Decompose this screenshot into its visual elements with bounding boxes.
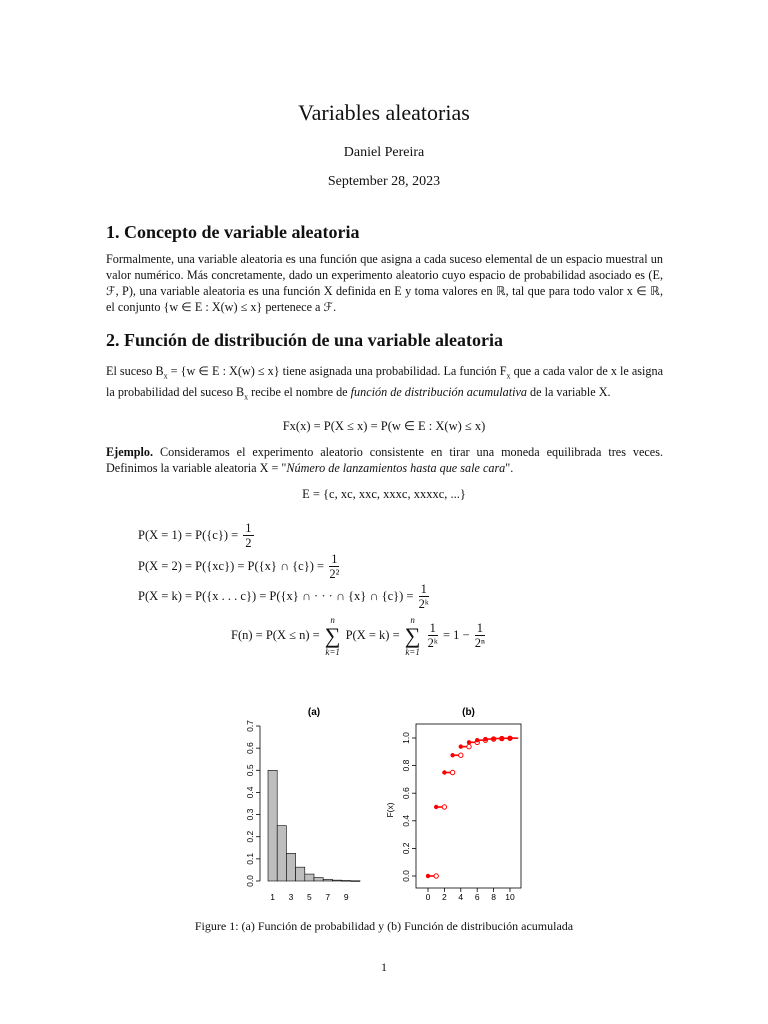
document-date: September 28, 2023	[327, 174, 441, 189]
chart-b-x-tick-label: 8	[491, 892, 496, 902]
chart-a-y-tick-label: 0.5	[245, 764, 255, 777]
document-title: Variables aleatorias	[298, 100, 470, 125]
chart-b-title: (b)	[462, 707, 475, 718]
equation-cdf: F(n) = P(X ≤ n) = n ∑ k=1 P(X = k) = n ∑ k=1 $\frac{1}{\text{2ᵏ}}$ = 1 − $\frac{1}{\text{2ⁿ}}$	[231, 615, 485, 657]
chart-a-x-tick-label: 9	[343, 892, 349, 902]
bar	[351, 881, 360, 882]
chart-b-y-tick-label: 0.0	[401, 870, 411, 882]
bar	[277, 826, 286, 881]
bar	[268, 770, 277, 881]
bar	[286, 853, 295, 881]
step-open-point	[459, 753, 463, 757]
chart-b-x-tick-label: 6	[474, 892, 480, 902]
chart-a-y-tick-label: 0.3	[245, 808, 255, 821]
chart-a-x-tick-label: 3	[288, 892, 294, 902]
equation-p1: P(X = 1) = P({c}) = $\frac{1}{2}$	[138, 521, 252, 550]
bar	[296, 867, 305, 881]
section-1-heading: 1. Concepto de variable aleatoria	[106, 222, 360, 242]
chart-a-x-tick-label: 7	[325, 892, 331, 902]
step-closed-point	[467, 740, 471, 744]
chart-a-y-tick-label: 0.0	[245, 875, 255, 887]
chart-b-y-tick-label: 0.6	[401, 787, 411, 800]
distribution-equation: Fx(x) = P(X ≤ x) = P(w ∈ E : X(w) ≤ x)	[282, 419, 486, 433]
step-closed-point	[450, 753, 454, 757]
chart-a-y-tick-label: 0.6	[245, 742, 255, 755]
section-2-heading: 2. Función de distribución de una variable aleatoria	[106, 330, 504, 350]
document-author: Daniel Pereira	[343, 145, 425, 160]
chart-a-x-tick-label: 5	[307, 892, 312, 902]
chart-a-y-tick-label: 0.4	[245, 786, 255, 799]
step-closed-point	[483, 737, 487, 741]
figure-caption: Figure 1: (a) Función de probabilidad y (b) Función de distribución acumulada	[194, 919, 574, 933]
bar	[323, 879, 332, 881]
chart-b-x-tick-label: 0	[425, 892, 431, 902]
chart-b-y-tick-label: 1.0	[401, 732, 411, 744]
chart-a	[245, 707, 360, 902]
section-2-paragraph: El suceso $B_x = \{w$ ∈ E : X(w) ≤ x} tiene asignada una probabilidad. La función $F_x$ que a cada valor de x le asigna la probabilidad del suceso $B_x$ recibe el nombre de función de distribución acumulativa de la variable X.	[106, 364, 664, 402]
chart-b-x-tick-label: 10	[505, 892, 515, 902]
step-open-point	[434, 874, 438, 878]
step-closed-point	[508, 736, 512, 740]
step-open-point	[442, 805, 446, 809]
chart-a-title: (a)	[307, 707, 321, 718]
section-1-paragraph: Formalmente, una variable aleatoria es una función que asigna a cada suceso elemental de un espacio muestral un valor numérico. Más concretamente, dado un experimento aleatorio cuyo espacio de probabilidad asociado es (E, ℱ, P), una variable aleatoria es una función X definida en E y toma valores en ℝ, tal que para todo valor x ∈ ℝ, el conjunto {w ∈ E : X(w) ≤ x} pertenece a ℱ.	[106, 252, 663, 314]
chart-b-x-tick-label: 4	[458, 892, 464, 902]
equation-pk: P(X = k) = P({x . . . c}) = P({x} ∩ · · · ∩ {x} ∩ {c}) = $\frac{1}{\text{2ᵏ}}$	[138, 582, 429, 611]
chart-b	[385, 707, 521, 902]
step-open-point	[450, 770, 454, 774]
page-number: 1	[381, 960, 387, 974]
chart-b-y-tick-label: 0.2	[401, 842, 411, 855]
figure-1	[192, 696, 552, 906]
equation-p2: P(X = 2) = P({xc}) = P({x} ∩ {c}) = $\frac{1}{\text{2²}}$	[138, 552, 340, 581]
step-closed-point	[459, 744, 463, 748]
chart-a-y-tick-label: 0.2	[245, 830, 255, 843]
chart-b-y-label: F(x)	[385, 802, 395, 818]
step-closed-point	[426, 874, 430, 878]
sample-space-equation: E = {c, xc, xxc, xxxc, xxxxc, ...}	[302, 487, 466, 501]
bar	[305, 874, 314, 881]
chart-a-y-tick-label: 0.7	[245, 720, 255, 732]
chart-b-y-tick-label: 0.4	[401, 814, 411, 827]
chart-a-y-tick-label: 0.1	[245, 852, 255, 865]
step-closed-point	[434, 805, 438, 809]
step-closed-point	[491, 736, 495, 740]
bar	[332, 880, 341, 881]
step-closed-point	[475, 738, 479, 742]
chart-b-x-tick-label: 2	[442, 892, 447, 902]
bar	[314, 878, 323, 881]
step-closed-point	[442, 770, 446, 774]
example-paragraph: Ejemplo. Consideramos el experimento aleatorio consistente en tirar una moneda equilibrada tres veces. Definimos la variable aleatoria X = "Número de lanzamientos hasta que sale cara".	[106, 445, 663, 475]
step-closed-point	[500, 736, 504, 740]
bar	[342, 881, 351, 882]
chart-a-x-tick-label: 1	[270, 892, 275, 902]
chart-b-y-tick-label: 0.8	[401, 759, 411, 772]
step-open-point	[467, 744, 471, 748]
